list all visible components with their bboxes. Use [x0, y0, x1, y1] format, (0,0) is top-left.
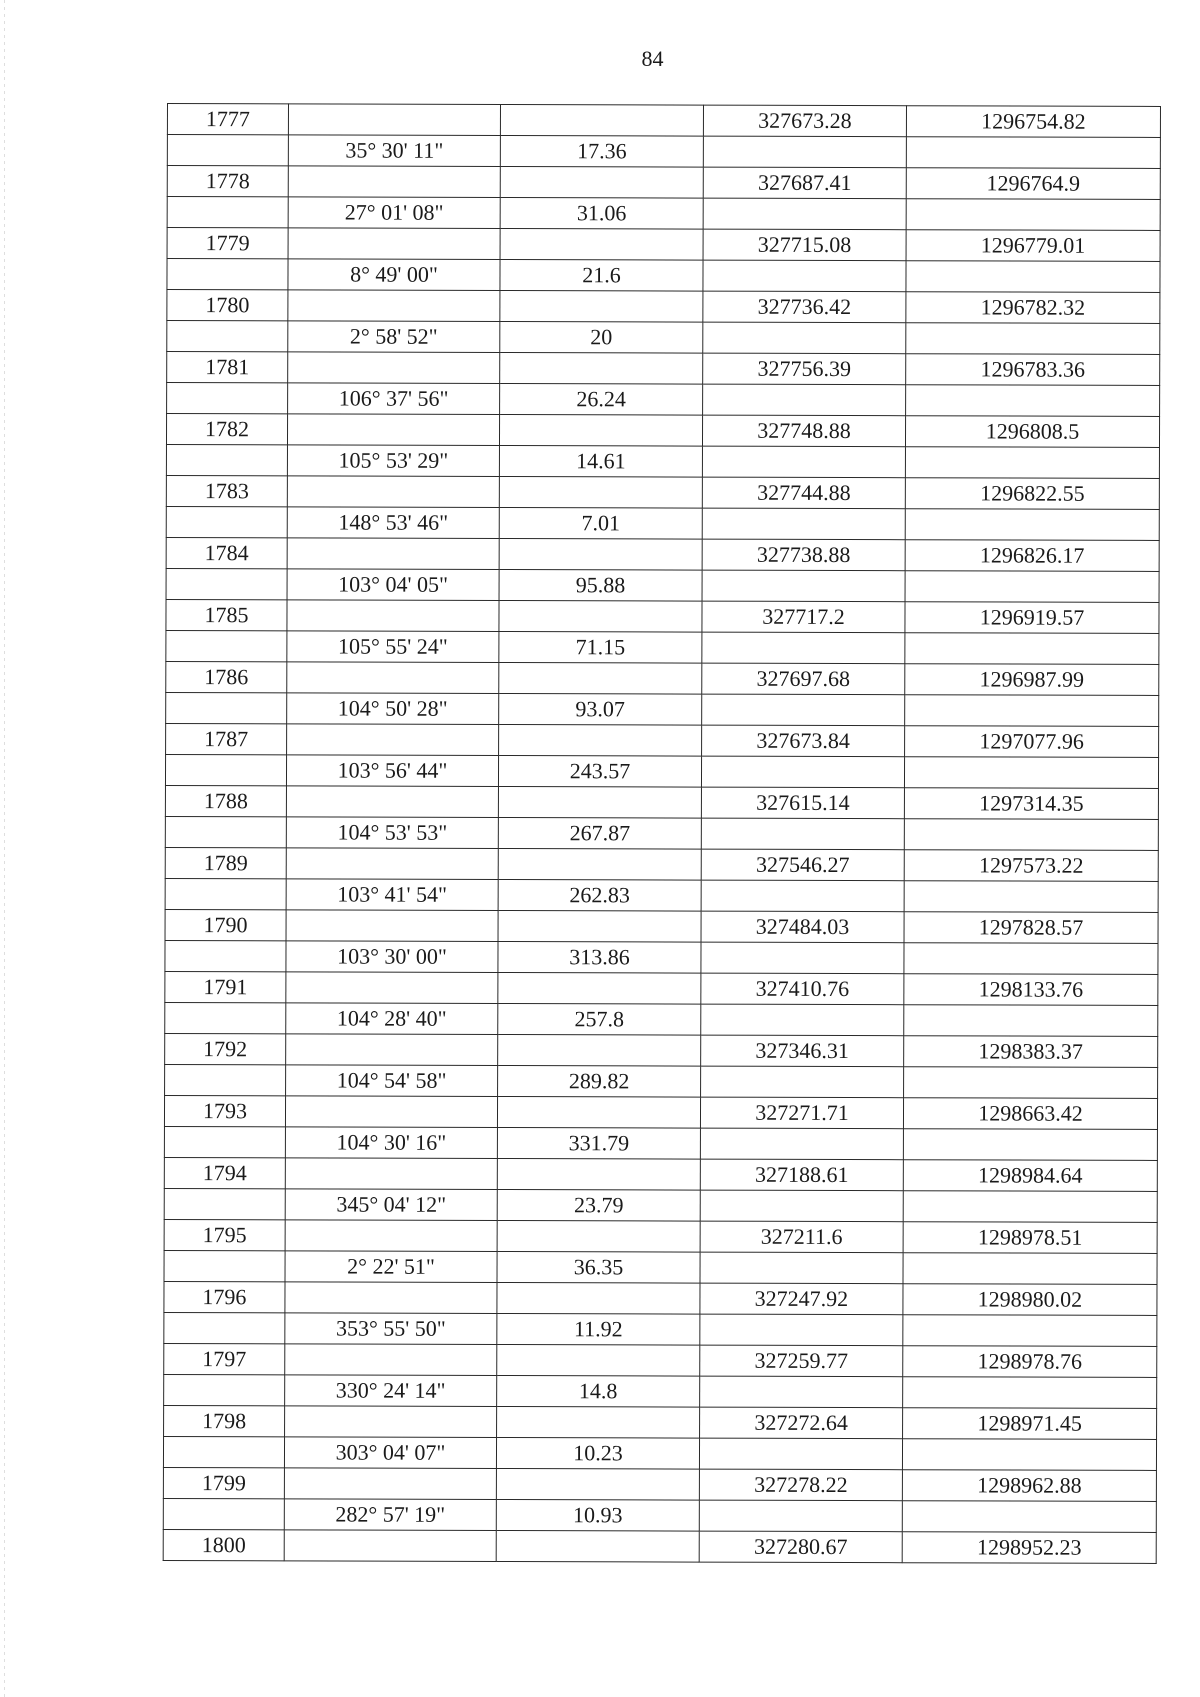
x-coordinate-cell: [701, 1004, 904, 1036]
x-coordinate-cell: [701, 818, 904, 850]
x-coordinate-cell: [699, 1438, 902, 1470]
point-number-cell: [166, 568, 287, 599]
distance-cell: [500, 352, 703, 384]
bearing-angle-cell: [285, 1158, 497, 1190]
segment-row: [165, 1064, 1158, 1098]
bearing-angle-cell: 104° 30' 16": [285, 1127, 497, 1159]
point-number-cell: [165, 940, 286, 971]
y-coordinate-cell: 1298984.64: [903, 1160, 1157, 1192]
x-coordinate-cell: 327280.67: [699, 1531, 902, 1563]
y-coordinate-cell: [903, 1253, 1157, 1285]
x-coordinate-cell: 327259.77: [700, 1345, 903, 1377]
bearing-angle-cell: [285, 1096, 497, 1128]
y-coordinate-cell: 1298952.23: [902, 1532, 1156, 1564]
point-row: [164, 1405, 1157, 1439]
bearing-angle-cell: 27° 01' 08": [288, 197, 500, 229]
point-row: [166, 475, 1159, 509]
bearing-angle-cell: 106° 37' 56": [288, 383, 500, 415]
point-number-cell: 1780: [167, 290, 288, 321]
point-number-cell: 1791: [165, 971, 286, 1002]
bearing-angle-cell: 2° 22' 51": [285, 1251, 497, 1283]
point-number-cell: 1777: [167, 104, 288, 135]
x-coordinate-cell: 327272.64: [700, 1407, 903, 1439]
x-coordinate-cell: 327271.71: [700, 1097, 903, 1129]
bearing-angle-cell: [287, 662, 499, 694]
distance-cell: [499, 414, 702, 446]
point-number-cell: 1795: [164, 1219, 285, 1250]
bearing-angle-cell: [288, 104, 500, 136]
point-row: [164, 1157, 1157, 1191]
y-coordinate-cell: 1296808.5: [905, 416, 1159, 448]
point-number-cell: 1782: [166, 414, 287, 445]
y-coordinate-cell: 1296826.17: [905, 540, 1159, 572]
bearing-angle-cell: [286, 910, 498, 942]
point-row: [163, 1529, 1156, 1563]
distance-cell: 95.88: [499, 569, 702, 601]
y-coordinate-cell: 1296782.32: [906, 292, 1160, 324]
bearing-angle-cell: 35° 30' 11": [288, 135, 500, 167]
distance-cell: [500, 166, 703, 198]
point-number-cell: [163, 1436, 284, 1467]
x-coordinate-cell: [700, 1314, 903, 1346]
bearing-angle-cell: 104° 54' 58": [286, 1065, 498, 1097]
point-row: [164, 1219, 1157, 1253]
point-row: [163, 1467, 1156, 1501]
segment-row: [167, 197, 1160, 231]
x-coordinate-cell: 327744.88: [702, 477, 905, 509]
point-row: [165, 1033, 1158, 1067]
segment-row: [165, 878, 1158, 912]
bearing-angle-cell: 353° 55' 50": [285, 1313, 497, 1345]
point-number-cell: 1792: [165, 1033, 286, 1064]
bearing-angle-cell: 105° 55' 24": [287, 631, 499, 663]
bearing-angle-cell: 303° 04' 07": [284, 1437, 496, 1469]
distance-cell: [497, 1096, 700, 1128]
bearing-angle-cell: 330° 24' 14": [285, 1375, 497, 1407]
distance-cell: 289.82: [498, 1065, 701, 1097]
segment-row: [164, 1312, 1157, 1346]
x-coordinate-cell: [701, 942, 904, 974]
y-coordinate-cell: [905, 571, 1159, 603]
bearing-angle-cell: [287, 414, 499, 446]
point-number-cell: 1799: [163, 1467, 284, 1498]
point-number-cell: [167, 197, 288, 228]
x-coordinate-cell: 327715.08: [703, 229, 906, 261]
point-number-cell: [166, 506, 287, 537]
distance-cell: 331.79: [497, 1127, 700, 1159]
bearing-angle-cell: [288, 228, 500, 260]
point-row: [166, 723, 1159, 757]
y-coordinate-cell: [903, 1377, 1157, 1409]
bearing-angle-cell: 103° 04' 05": [287, 569, 499, 601]
point-row: [165, 971, 1158, 1005]
segment-row: [166, 568, 1159, 602]
x-coordinate-cell: 327410.76: [701, 973, 904, 1005]
segment-row: [166, 630, 1159, 664]
point-number-cell: 1781: [167, 352, 288, 383]
segment-row: [166, 506, 1159, 540]
coordinates-table-body: [163, 104, 1160, 1564]
point-number-cell: 1797: [164, 1343, 285, 1374]
x-coordinate-cell: 327697.68: [702, 663, 905, 695]
x-coordinate-cell: 327748.88: [702, 415, 905, 447]
point-number-cell: 1778: [167, 166, 288, 197]
point-number-cell: [166, 630, 287, 661]
y-coordinate-cell: [905, 695, 1159, 727]
bearing-angle-cell: [286, 848, 498, 880]
bearing-angle-cell: 104° 53' 53": [286, 817, 498, 849]
y-coordinate-cell: 1296764.9: [906, 168, 1160, 200]
point-number-cell: [165, 816, 286, 847]
bearing-angle-cell: [285, 1220, 497, 1252]
x-coordinate-cell: [702, 446, 905, 478]
y-coordinate-cell: [902, 1439, 1156, 1471]
distance-cell: 267.87: [498, 817, 701, 849]
point-number-cell: [165, 878, 286, 909]
y-coordinate-cell: [903, 1129, 1157, 1161]
point-row: [164, 1281, 1157, 1315]
bearing-angle-cell: 104° 28' 40": [286, 1003, 498, 1035]
y-coordinate-cell: [903, 1315, 1157, 1347]
point-row: [166, 414, 1159, 448]
bearing-angle-cell: [287, 538, 499, 570]
scan-margin-line: [4, 0, 5, 1697]
segment-row: [164, 1374, 1157, 1408]
x-coordinate-cell: 327211.6: [700, 1221, 903, 1253]
bearing-angle-cell: [286, 972, 498, 1004]
x-coordinate-cell: 327687.41: [703, 167, 906, 199]
distance-cell: [499, 600, 702, 632]
distance-cell: [500, 228, 703, 260]
y-coordinate-cell: 1296987.99: [905, 664, 1159, 696]
point-number-cell: [164, 1374, 285, 1405]
y-coordinate-cell: 1297077.96: [905, 726, 1159, 758]
x-coordinate-cell: 327247.92: [700, 1283, 903, 1315]
distance-cell: 10.93: [496, 1499, 699, 1531]
x-coordinate-cell: [703, 384, 906, 416]
bearing-angle-cell: [286, 1034, 498, 1066]
x-coordinate-cell: [701, 1066, 904, 1098]
bearing-angle-cell: 105° 53' 29": [287, 445, 499, 477]
x-coordinate-cell: 327278.22: [699, 1469, 902, 1501]
distance-cell: [497, 1220, 700, 1252]
distance-cell: [497, 1344, 700, 1376]
bearing-angle-cell: 148° 53' 46": [287, 507, 499, 539]
y-coordinate-cell: 1298980.02: [903, 1284, 1157, 1316]
point-row: [166, 537, 1159, 571]
bearing-angle-cell: [287, 600, 499, 632]
y-coordinate-cell: 1297573.22: [904, 850, 1158, 882]
bearing-angle-cell: [287, 724, 499, 756]
x-coordinate-cell: 327717.2: [702, 601, 905, 633]
segment-row: [163, 1498, 1156, 1532]
bearing-angle-cell: [286, 786, 498, 818]
bearing-angle-cell: 345° 04' 12": [285, 1189, 497, 1221]
y-coordinate-cell: [904, 819, 1158, 851]
y-coordinate-cell: [904, 1005, 1158, 1037]
y-coordinate-cell: [906, 385, 1160, 417]
point-number-cell: [164, 1250, 285, 1281]
point-row: [167, 228, 1160, 262]
x-coordinate-cell: [699, 1500, 902, 1532]
distance-cell: [498, 1034, 701, 1066]
point-row: [164, 1095, 1157, 1129]
distance-cell: 17.36: [500, 135, 703, 167]
x-coordinate-cell: 327546.27: [701, 849, 904, 881]
distance-cell: 7.01: [499, 507, 702, 539]
y-coordinate-cell: 1298978.51: [903, 1222, 1157, 1254]
segment-row: [165, 816, 1158, 850]
y-coordinate-cell: [906, 137, 1160, 169]
y-coordinate-cell: [905, 447, 1159, 479]
distance-cell: [498, 972, 701, 1004]
segment-row: [164, 1126, 1157, 1160]
distance-cell: 36.35: [497, 1251, 700, 1283]
y-coordinate-cell: 1297828.57: [904, 912, 1158, 944]
point-row: [165, 909, 1158, 943]
x-coordinate-cell: [700, 1190, 903, 1222]
x-coordinate-cell: [702, 570, 905, 602]
point-number-cell: 1794: [164, 1157, 285, 1188]
coordinates-table: [163, 103, 1161, 1564]
point-number-cell: [165, 1002, 286, 1033]
distance-cell: [498, 848, 701, 880]
y-coordinate-cell: 1298663.42: [903, 1098, 1157, 1130]
x-coordinate-cell: 327188.61: [700, 1159, 903, 1191]
segment-row: [167, 135, 1160, 169]
point-number-cell: [164, 1312, 285, 1343]
distance-cell: [496, 1530, 699, 1562]
x-coordinate-cell: 327484.03: [701, 911, 904, 943]
distance-cell: 31.06: [500, 197, 703, 229]
point-row: [166, 599, 1159, 633]
point-number-cell: 1786: [166, 661, 287, 692]
segment-row: [167, 259, 1160, 293]
point-number-cell: [167, 321, 288, 352]
bearing-angle-cell: 8° 49' 00": [288, 259, 500, 291]
distance-cell: [496, 1468, 699, 1500]
point-row: [165, 847, 1158, 881]
bearing-angle-cell: 103° 30' 00": [286, 941, 498, 973]
bearing-angle-cell: [288, 352, 500, 384]
segment-row: [165, 940, 1158, 974]
distance-cell: 257.8: [498, 1003, 701, 1035]
segment-row: [167, 321, 1160, 355]
x-coordinate-cell: [700, 1252, 903, 1284]
point-row: [164, 1343, 1157, 1377]
segment-row: [164, 1188, 1157, 1222]
y-coordinate-cell: 1296919.57: [905, 602, 1159, 634]
point-number-cell: 1787: [166, 723, 287, 754]
y-coordinate-cell: [905, 509, 1159, 541]
y-coordinate-cell: 1296754.82: [906, 106, 1160, 138]
x-coordinate-cell: [703, 322, 906, 354]
distance-cell: 262.83: [498, 879, 701, 911]
y-coordinate-cell: [906, 199, 1160, 231]
segment-row: [164, 1250, 1157, 1284]
point-number-cell: [167, 383, 288, 414]
point-number-cell: [164, 1126, 285, 1157]
bearing-angle-cell: 282° 57' 19": [284, 1499, 496, 1531]
point-number-cell: [164, 1188, 285, 1219]
x-coordinate-cell: [701, 880, 904, 912]
page-number: 84: [641, 46, 664, 71]
distance-cell: 313.86: [498, 941, 701, 973]
point-number-cell: [166, 444, 287, 475]
y-coordinate-cell: [904, 943, 1158, 975]
y-coordinate-cell: 1296822.55: [905, 478, 1159, 510]
x-coordinate-cell: 327756.39: [703, 353, 906, 385]
bearing-angle-cell: 104° 50' 28": [287, 693, 499, 725]
point-number-cell: 1788: [165, 785, 286, 816]
point-number-cell: 1789: [165, 847, 286, 878]
y-coordinate-cell: 1298978.76: [903, 1346, 1157, 1378]
distance-cell: [498, 910, 701, 942]
distance-cell: 10.23: [496, 1437, 699, 1469]
distance-cell: 26.24: [500, 383, 703, 415]
point-row: [167, 104, 1160, 138]
x-coordinate-cell: [703, 260, 906, 292]
bearing-angle-cell: [288, 290, 500, 322]
x-coordinate-cell: [702, 694, 905, 726]
x-coordinate-cell: [702, 632, 905, 664]
y-coordinate-cell: [906, 323, 1160, 355]
distance-cell: [499, 538, 702, 570]
y-coordinate-cell: 1296779.01: [906, 230, 1160, 262]
bearing-angle-cell: [284, 1468, 496, 1500]
bearing-angle-cell: [285, 1282, 497, 1314]
point-number-cell: 1796: [164, 1281, 285, 1312]
bearing-angle-cell: [285, 1344, 497, 1376]
point-row: [167, 352, 1160, 386]
point-number-cell: [166, 692, 287, 723]
y-coordinate-cell: 1298962.88: [902, 1470, 1156, 1502]
segment-row: [165, 1002, 1158, 1036]
bearing-angle-cell: 103° 56' 44": [286, 755, 498, 787]
bearing-angle-cell: [288, 166, 500, 198]
bearing-angle-cell: [284, 1530, 496, 1562]
x-coordinate-cell: [701, 756, 904, 788]
point-number-cell: 1793: [164, 1095, 285, 1126]
x-coordinate-cell: [703, 136, 906, 168]
segment-row: [167, 383, 1160, 417]
point-row: [165, 785, 1158, 819]
point-number-cell: [167, 259, 288, 290]
point-row: [167, 290, 1160, 324]
point-number-cell: 1785: [166, 599, 287, 630]
distance-cell: 21.6: [500, 259, 703, 291]
segment-row: [166, 692, 1159, 726]
y-coordinate-cell: 1297314.35: [904, 788, 1158, 820]
distance-cell: [497, 1282, 700, 1314]
point-number-cell: 1784: [166, 537, 287, 568]
distance-cell: 20: [500, 321, 703, 353]
point-number-cell: 1790: [165, 909, 286, 940]
point-number-cell: 1798: [164, 1405, 285, 1436]
y-coordinate-cell: [903, 1191, 1157, 1223]
point-row: [166, 661, 1159, 695]
segment-row: [166, 444, 1159, 478]
distance-cell: 14.61: [499, 445, 702, 477]
distance-cell: [497, 1158, 700, 1190]
y-coordinate-cell: [904, 881, 1158, 913]
distance-cell: [499, 662, 702, 694]
distance-cell: [500, 290, 703, 322]
segment-row: [165, 754, 1158, 788]
y-coordinate-cell: [902, 1501, 1156, 1533]
y-coordinate-cell: [905, 633, 1159, 665]
x-coordinate-cell: 327615.14: [701, 787, 904, 819]
x-coordinate-cell: 327738.88: [702, 539, 905, 571]
x-coordinate-cell: 327736.42: [703, 291, 906, 323]
distance-cell: 71.15: [499, 631, 702, 663]
bearing-angle-cell: [287, 476, 499, 508]
y-coordinate-cell: 1298971.45: [903, 1408, 1157, 1440]
bearing-angle-cell: [285, 1406, 497, 1438]
x-coordinate-cell: 327346.31: [701, 1035, 904, 1067]
x-coordinate-cell: [700, 1128, 903, 1160]
segment-row: [163, 1436, 1156, 1470]
distance-cell: [499, 476, 702, 508]
distance-cell: 11.92: [497, 1313, 700, 1345]
y-coordinate-cell: [906, 261, 1160, 293]
distance-cell: 243.57: [498, 755, 701, 787]
x-coordinate-cell: [703, 198, 906, 230]
point-number-cell: [163, 1498, 284, 1529]
point-row: [167, 166, 1160, 200]
x-coordinate-cell: [702, 508, 905, 540]
y-coordinate-cell: 1298133.76: [904, 974, 1158, 1006]
distance-cell: [499, 724, 702, 756]
x-coordinate-cell: 327673.28: [703, 105, 906, 137]
distance-cell: [497, 1406, 700, 1438]
y-coordinate-cell: 1296783.36: [906, 354, 1160, 386]
y-coordinate-cell: [904, 1067, 1158, 1099]
point-number-cell: 1779: [167, 228, 288, 259]
distance-cell: [498, 786, 701, 818]
distance-cell: 93.07: [499, 693, 702, 725]
point-number-cell: 1800: [163, 1529, 284, 1560]
point-number-cell: [165, 1064, 286, 1095]
y-coordinate-cell: [904, 757, 1158, 789]
point-number-cell: 1783: [166, 475, 287, 506]
distance-cell: 23.79: [497, 1189, 700, 1221]
point-number-cell: [165, 754, 286, 785]
distance-cell: 14.8: [497, 1375, 700, 1407]
x-coordinate-cell: 327673.84: [702, 725, 905, 757]
y-coordinate-cell: 1298383.37: [904, 1036, 1158, 1068]
distance-cell: [500, 104, 703, 136]
x-coordinate-cell: [700, 1376, 903, 1408]
bearing-angle-cell: 2° 58' 52": [288, 321, 500, 353]
point-number-cell: [167, 135, 288, 166]
bearing-angle-cell: 103° 41' 54": [286, 879, 498, 911]
